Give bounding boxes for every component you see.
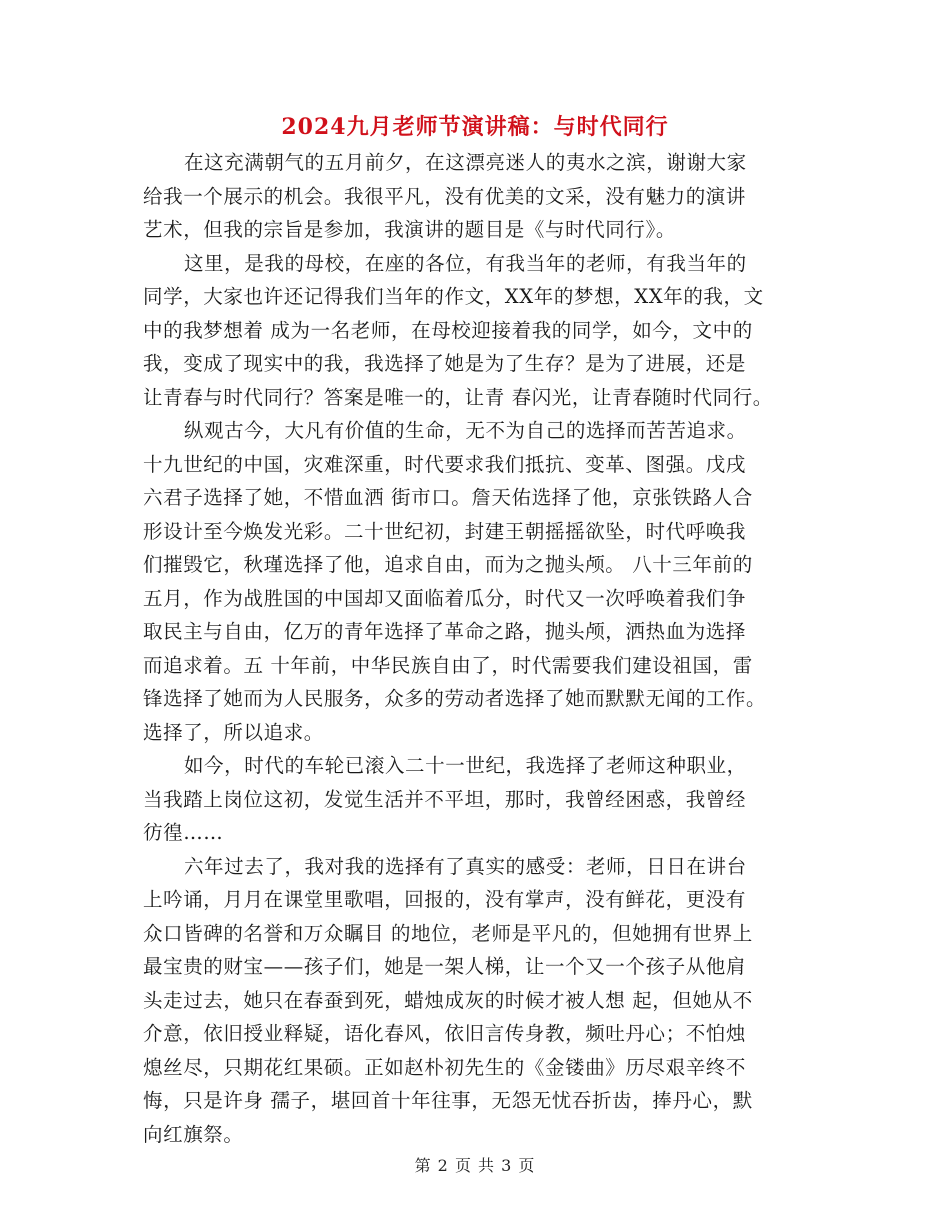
text-line: 众口皆碑的名誉和万众瞩目 的地位，老师是平凡的，但她拥有世界上 [143,921,753,945]
text-line: 熄丝尽，只期花红果硕。正如赵朴初先生的《金镂曲》历尽艰辛终不 [143,1055,747,1079]
text-line: 当我踏上岗位这初，发觉生活并不平坦，那时，我曾经困惑，我曾经 [143,787,747,811]
text-line: 向红旗祭。 [143,1122,244,1146]
document-title: 2024九月老师节演讲稿：与时代同行 [281,114,669,140]
text-line: 在这充满朝气的五月前夕，在这漂亮迷人的夷水之滨，谢谢大家 [183,151,747,174]
text-line: 最宝贵的财宝——孩子们，她是一架人梯，让一个又一个孩子从他肩 [143,955,747,978]
text-line: 六君子选择了她，不惜血洒 街市口。詹天佑选择了他，京张铁路人合 [143,486,753,509]
paragraph [143,850,813,1152]
text-line: 中的我梦想着 成为一名老师，在母校迎接着我的同学，如今，文中的 [143,318,753,342]
text-line: 这里，是我的母校，在座的各位，有我当年的老师，有我当年的 [183,251,747,275]
text-line: 上吟诵，月月在课堂里歌唱，回报的，没有掌声，没有鲜花，更没有 [143,888,747,911]
text-line: 形设计至今焕发光彩。二十世纪初，封建王朝摇摇欲坠，时代呼唤我 [143,519,747,543]
paragraph [143,146,813,247]
text-line: 而追求着。五 十年前，中华民族自由了，时代需要我们建设祖国，雷 [143,653,753,677]
paragraph [143,414,813,749]
text-line: 六年过去了，我对我的选择有了真实的感受：老师，日日在讲台 [183,854,747,878]
text-line: 们摧毁它，秋瑾选择了他，追求自由，而为之抛头颅。 八十三年前的 [143,553,753,576]
text-line: 选择了，所以追求。 [143,720,324,744]
text-line: 同学，大家也许还记得我们当年的作文，XX年的梦想，XX年的我，文 [143,285,764,308]
text-line: 取民主与自由，亿万的青年选择了革命之路，抛头颅，洒热血为选择 [143,620,747,643]
text-line: 悔，只是许身 孺子，堪回首十年往事，无怨无忧吞折齿，捧丹心，默 [143,1089,753,1112]
page-footer: 第 2 页 共 3 页 [414,1156,536,1175]
text-line: 介意，依旧授业释疑，语化春风，依旧言传身教，频吐丹心；不怕烛 [143,1022,747,1045]
text-line: 头走过去，她只在春蚕到死，蜡烛成灰的时候才被人想 起，但她从不 [143,988,753,1012]
text-line: 让青春与时代同行？答案是唯一的，让青 春闪光，让青春随时代同行。 [143,385,773,409]
text-line: 纵观古今，大凡有价值的生命，无不为自己的选择而苦苦追求。 [183,419,747,442]
text-line: 十九世纪的中国，灾难深重，时代要求我们抵抗、变革、图强。戊戌 [143,452,747,476]
text-line: 锋选择了她而为人民服务，众多的劳动者选择了她而默默无闻的工作。 [143,687,767,710]
text-line: 如今，时代的车轮已滚入二十一世纪，我选择了老师这种职业， [183,754,747,777]
text-line: 彷徨…… [143,821,224,844]
document-body [143,146,813,1151]
text-line: 我，变成了现实中的我，我选择了她是为了生存？是为了进展，还是 [143,352,747,375]
text-line: 艺术，但我的宗旨是参加，我演讲的题目是《与时代同行》。 [143,218,676,241]
paragraph [143,749,813,850]
text-line: 给我一个展示的机会。我很平凡，没有优美的文采，没有魅力的演讲 [143,184,747,208]
paragraph [143,247,813,415]
text-line: 五月，作为战胜国的中国却又面临着瓜分，时代又一次呼唤着我们争 [143,586,747,610]
